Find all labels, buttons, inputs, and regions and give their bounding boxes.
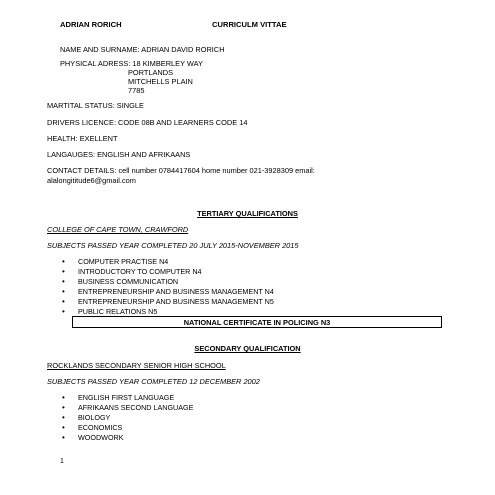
certificate-box bbox=[72, 316, 442, 328]
school-name: ROCKLANDS SECONDARY SENIOR HIGH SCHOOL bbox=[47, 361, 226, 370]
tertiary-subjects-line: SUBJECTS PASSED YEAR COMPLETED 20 JULY 2015-NOVEMBER 2015 bbox=[47, 241, 299, 250]
list-item: • ENGLISH FIRST LANGUAGE bbox=[62, 393, 193, 403]
address-line: PHYSICAL ADRESS: 18 KIMBERLEY WAY bbox=[60, 59, 203, 68]
header-title: CURRICULM VITTAE bbox=[212, 20, 287, 29]
certificate-text: NATIONAL CERTIFICATE IN POLICING N3 bbox=[183, 318, 331, 327]
list-item: • BIOLOGY bbox=[62, 413, 193, 423]
header-name: ADRIAN RORICH bbox=[60, 20, 122, 29]
secondary-subject-list bbox=[62, 393, 193, 443]
list-item: • BUSINESS COMMUNICATION bbox=[62, 277, 274, 287]
list-item: • AFRIKAANS SECOND LANGUAGE bbox=[62, 403, 193, 413]
contact-details: CONTACT DETAILS: cell number 0784417604 home number 021-3928309 email: bbox=[47, 166, 315, 175]
address-line-3: MITCHELLS PLAIN bbox=[128, 77, 193, 86]
health: HEALTH: EXELLENT bbox=[47, 134, 118, 143]
college-name: COLLEGE OF CAPE TOWN, CRAWFORD bbox=[47, 225, 189, 234]
list-item: • PUBLIC RELATIONS N5 bbox=[62, 307, 274, 317]
secondary-subjects-line: SUBJECTS PASSED YEAR COMPLETED 12 DECEMBER 2002 bbox=[47, 377, 260, 386]
contact-email: alalongititude6@gmail.com bbox=[47, 176, 136, 185]
address-line-4: 7785 bbox=[128, 86, 145, 95]
languages: LANGAUGES: ENGLISH AND AFRIKAANS bbox=[47, 150, 191, 159]
drivers-licence: DRIVERS LICENCE: CODE 08B AND LEARNERS CODE 14 bbox=[47, 118, 248, 127]
name-line: NAME AND SURNAME: ADRIAN DAVID RORICH bbox=[60, 45, 225, 54]
list-item: • WOODWORK bbox=[62, 433, 193, 443]
list-item: • INTRODUCTORY TO COMPUTER N4 bbox=[62, 267, 274, 277]
list-item: • ECONOMICS bbox=[62, 423, 193, 433]
list-item: • ENTREPRENEURSHIP AND BUSINESS MANAGEMENT N4 bbox=[62, 287, 274, 297]
tertiary-heading: TERTIARY QUALIFICATIONS bbox=[197, 209, 298, 218]
page-number: 1 bbox=[60, 458, 64, 465]
list-item: • ENTREPRENEURSHIP AND BUSINESS MANAGEMENT N5 bbox=[62, 297, 274, 307]
secondary-heading: SECONDARY QUALIFICATION bbox=[194, 344, 301, 353]
list-item: • COMPUTER PRACTISE N4 bbox=[62, 257, 274, 267]
marital-status: MARTITAL STATUS: SINGLE bbox=[47, 101, 144, 110]
address-line-2: PORTLANDS bbox=[128, 68, 174, 77]
tertiary-subject-list bbox=[62, 257, 274, 317]
